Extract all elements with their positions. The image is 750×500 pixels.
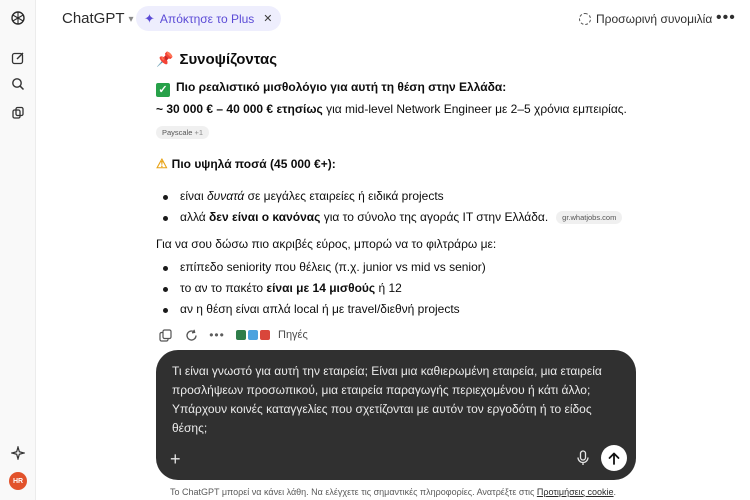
openai-logo-icon[interactable] [9, 9, 27, 27]
bullet-dot [163, 266, 168, 271]
bullet-dot [163, 308, 168, 313]
high-heading: ⚠ Πιο υψηλά ποσά (45 000 €+): [156, 156, 336, 171]
warning-icon: ⚠ [156, 156, 168, 171]
pushpin-icon: 📌 [156, 51, 174, 67]
sources-button[interactable] [236, 329, 308, 341]
summary-heading [156, 51, 277, 68]
message-actions [158, 328, 308, 342]
source-chip-row [156, 124, 209, 139]
send-button[interactable] [601, 445, 627, 471]
summary-title: Συνοψίζοντας [179, 51, 278, 68]
sources-label: Πηγές [278, 329, 308, 341]
library-icon[interactable] [9, 104, 27, 122]
list-item: αλλά δεν είναι ο κανόνας για το σύνολο της αγοράς IT στην Ελλάδα. gr.whatjobs.com [180, 210, 622, 224]
filter-intro: Για να σου δώσω πιο ακριβές εύρος, μπορώ να το φιλτράρω με: [156, 237, 497, 251]
source-favicon-icon [236, 330, 246, 340]
realistic-heading: ✓ Πιο ρεαλιστικό μισθολόγιο για αυτή τη θέση στην Ελλάδα: [156, 80, 506, 97]
regenerate-icon[interactable] [184, 328, 198, 342]
get-plus-label: Απόκτησε το Plus [159, 11, 255, 26]
copy-icon[interactable] [158, 328, 172, 342]
cookie-preferences-link[interactable]: Προτιμήσεις cookie [536, 487, 614, 497]
list-item: το αν το πακέτο είναι με 14 μισθούς ή 12 [180, 281, 402, 295]
temporary-chat-icon [579, 13, 591, 25]
microphone-icon[interactable] [576, 450, 590, 466]
source-favicon-icon [248, 330, 258, 340]
source-favicon-icon [260, 330, 270, 340]
source-chip[interactable]: gr.whatjobs.com [556, 211, 622, 224]
salary-range: ~ 30 000 € – 40 000 € ετησίως [156, 102, 323, 116]
list-item: επίπεδο seniority που θέλεις (π.χ. junior vs mid vs senior) [180, 260, 486, 274]
temporary-chat-label: Προσωρινή συνομιλία [596, 12, 713, 26]
search-icon[interactable] [9, 75, 27, 93]
close-icon[interactable]: ✕ [263, 13, 273, 25]
source-chip[interactable]: Payscale +1 [156, 126, 209, 139]
chevron-down-icon: ▾ [128, 14, 134, 25]
user-avatar[interactable]: HR [9, 472, 27, 490]
composer-input[interactable]: Τι είναι γνωστό για αυτή την εταιρεία; Είναι μια καθιερωμένη εταιρεία, μια εταιρεία προσλήψεων προσωπικού, μια εταιρεία παραγωγής περιεχομένου ή κάτι άλλο; Υπάρχουν κοινές καταγγελίες που σχετίζονται με αυτόν τον εργοδότη ή το είδος θέσης; [172, 364, 602, 435]
disclaimer-footer: Το ChatGPT μπορεί να κάνει λάθη. Να ελέγχετε τις σημαντικές πληροφορίες. Ανατρέξτε στις Προτιμήσεις cookie. [170, 487, 617, 497]
left-rail [0, 0, 36, 500]
message-composer[interactable] [156, 350, 636, 480]
brand-label: ChatGPT [62, 10, 125, 27]
bullet-dot [163, 195, 168, 200]
top-header [36, 0, 750, 38]
sparkle-icon[interactable] [9, 444, 27, 462]
new-chat-icon[interactable] [9, 49, 27, 67]
bullet-dot [163, 287, 168, 292]
add-attachment-icon[interactable]: + [170, 449, 181, 469]
list-item: αν η θέση είναι απλά local ή με travel/διεθνή projects [180, 302, 460, 316]
check-icon: ✓ [156, 83, 170, 97]
more-options-icon[interactable]: ••• [716, 9, 736, 26]
get-plus-button[interactable] [136, 6, 281, 31]
salary-line [156, 102, 627, 116]
model-selector[interactable] [62, 10, 134, 27]
temporary-chat-button[interactable] [579, 12, 712, 26]
more-actions-icon[interactable]: ••• [209, 328, 225, 342]
salary-detail: για mid-level Network Engineer με 2–5 χρόνια εμπειρίας. [322, 102, 627, 116]
list-item: είναι δυνατά σε μεγάλες εταιρείες ή ειδικά projects [180, 189, 444, 203]
bullet-dot [163, 216, 168, 221]
sparkle-icon: ✦ [144, 10, 155, 26]
